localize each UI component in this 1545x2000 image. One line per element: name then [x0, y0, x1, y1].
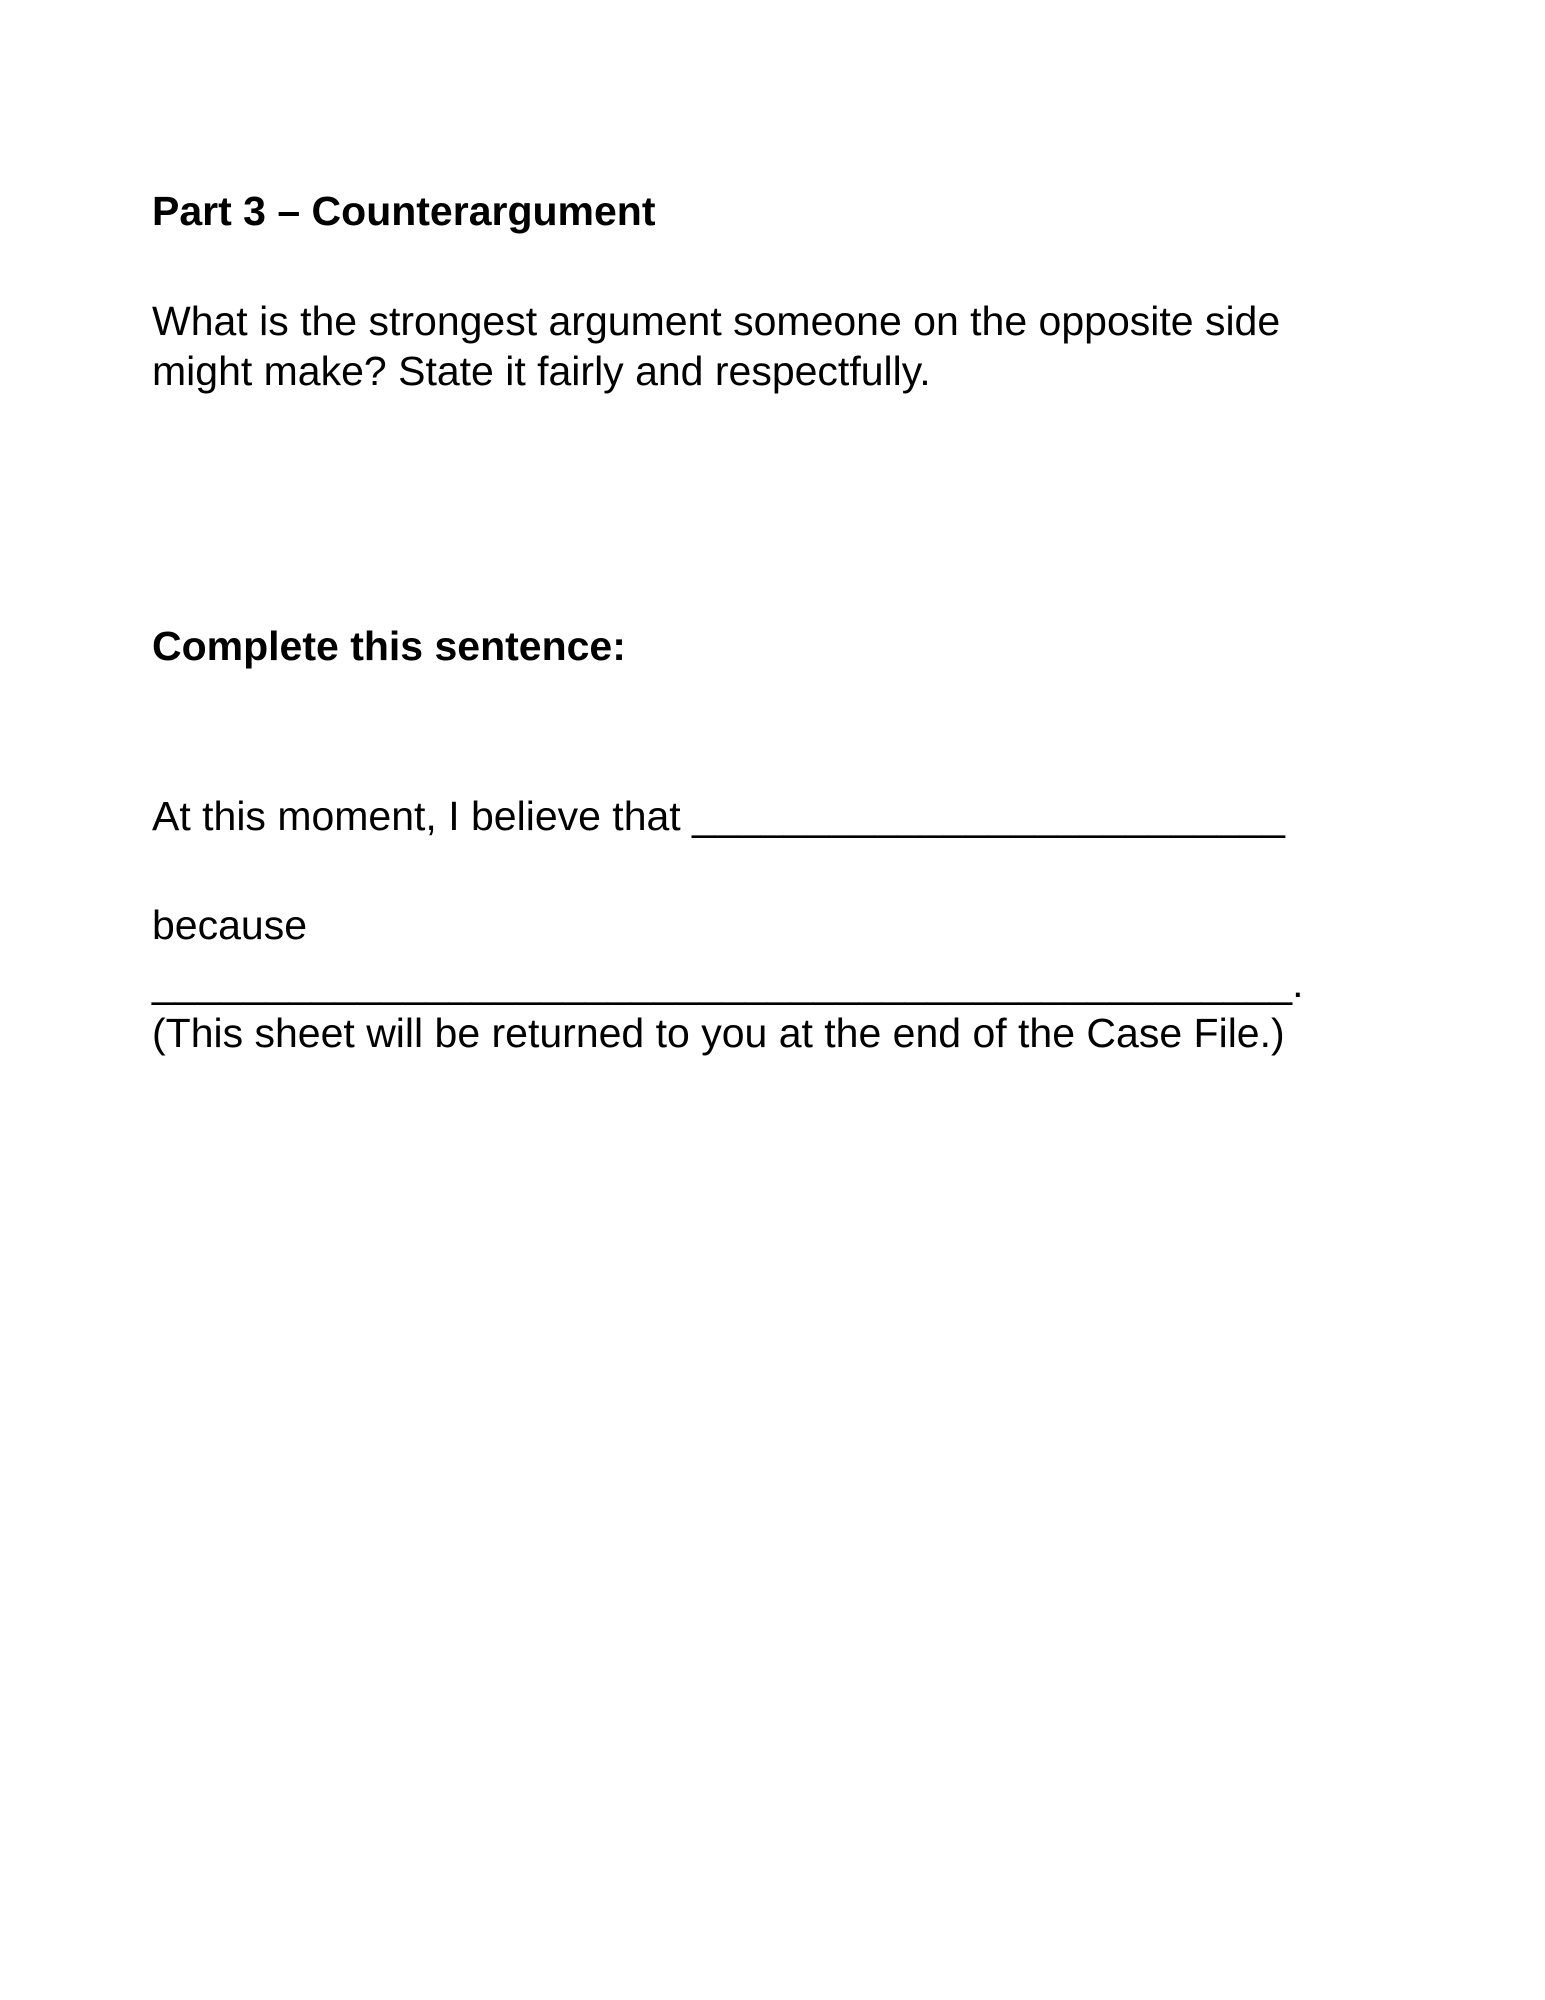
part-heading: Part 3 – Counterargument [152, 188, 656, 234]
answer-blank-1: __________________________ [692, 793, 1285, 839]
answer-blank-2: __________________________________________________ [152, 960, 1293, 1006]
return-note: (This sheet will be returned to you at the end of the Case File.) [152, 1010, 1285, 1056]
question-line-1: What is the strongest argument someone on the opposite side [152, 298, 1281, 344]
belief-sentence [152, 791, 1395, 841]
sentence-period: . [1292, 960, 1304, 1006]
question-line-2: might make? State it fairly and respectfully. [152, 348, 931, 394]
question-text [152, 296, 1395, 396]
answer-blank-line [152, 958, 1395, 1008]
complete-sentence-heading: Complete this sentence: [152, 623, 626, 669]
because-label: because [152, 902, 308, 948]
sentence-prefix: At this moment, I believe that [152, 793, 693, 839]
